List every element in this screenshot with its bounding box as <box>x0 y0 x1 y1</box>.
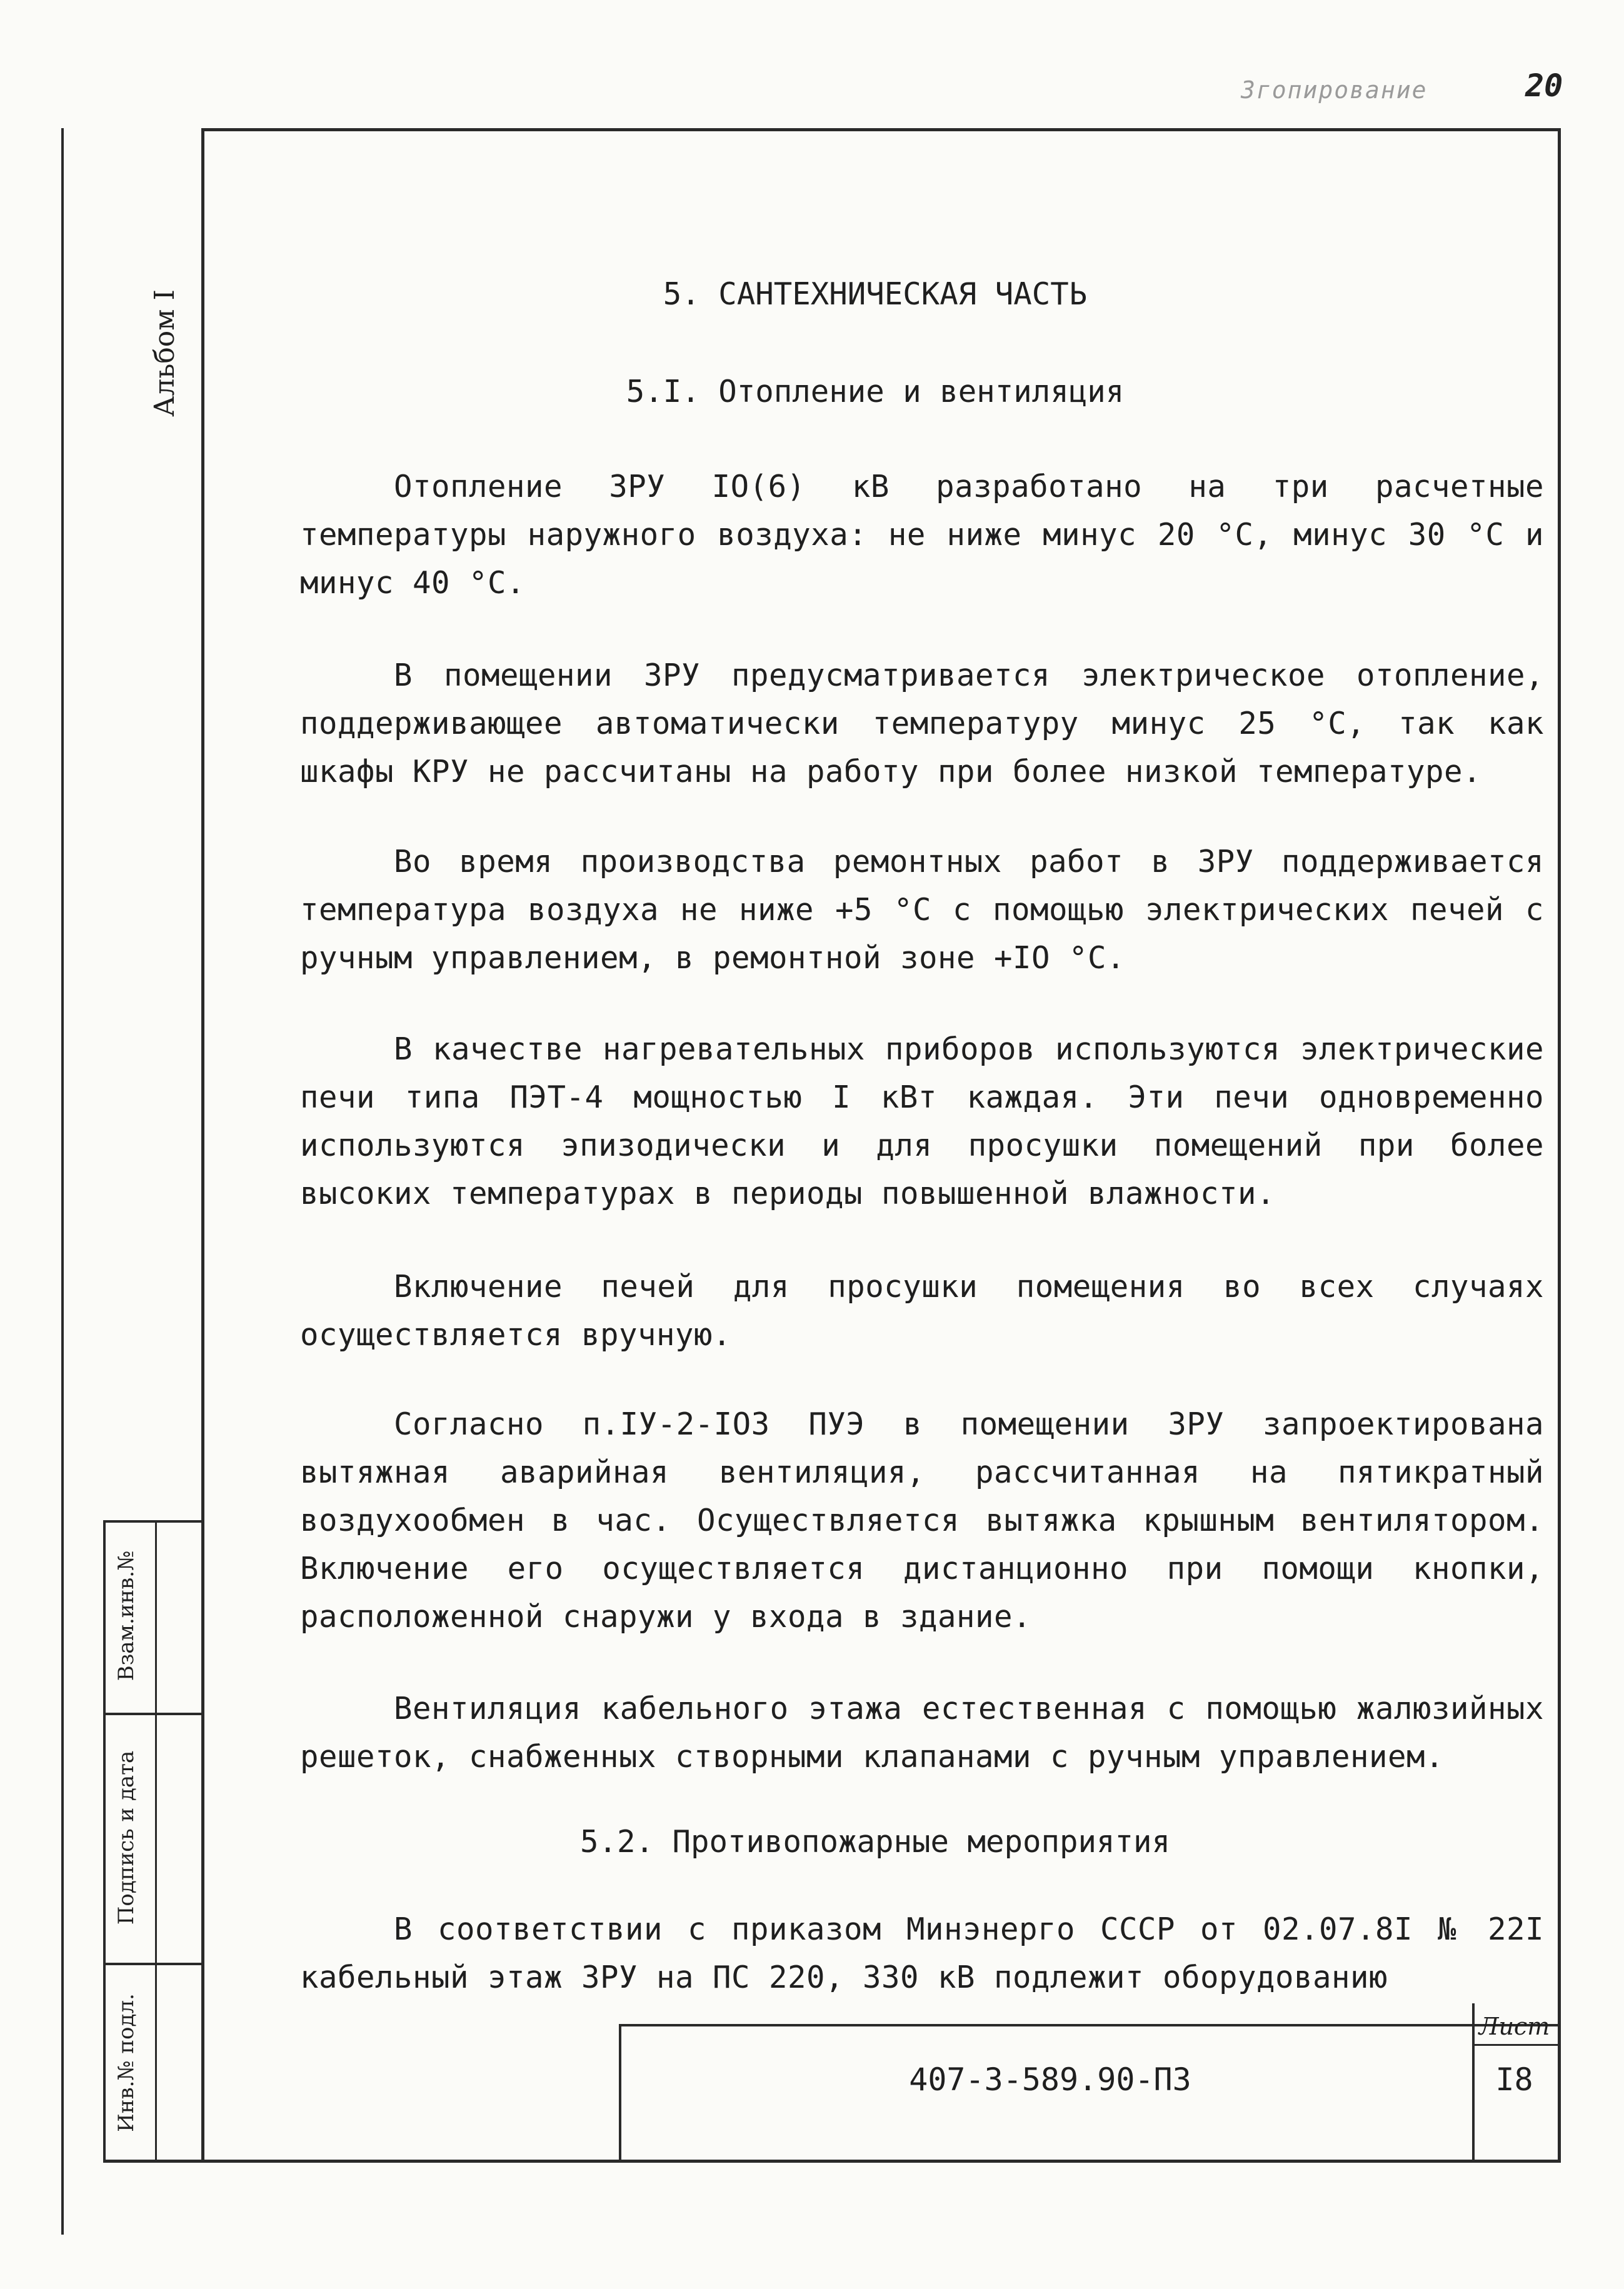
left-binding-line <box>61 128 64 2235</box>
subsection-title-fire: 5.2. Противопожарные мероприятия <box>579 1824 1170 1860</box>
document-code: 407-3-589.90-ПЗ <box>909 2061 1191 2098</box>
album-label: Альбом I <box>149 289 181 417</box>
paragraph-heating-design: Отопление ЗРУ IO(6) кВ разработано на три расчетные температуры наружного воздуха: не ниже минус 20 °С, минус 30 °С и минус 40 °С. <box>300 469 1544 601</box>
frame-top-border <box>201 128 1561 131</box>
frame-left-border <box>201 128 204 2163</box>
paragraph-repair-temperature: Во время производства ремонтных работ в ЗРУ поддерживается температура воздуха не ниже +5 °С с помощью электрических печей с ручным управлением, в ремонтной зоне +IO °С. <box>300 844 1544 976</box>
side-stamp-top-border <box>103 1520 203 1523</box>
frame-right-border <box>1558 128 1561 2163</box>
side-label-signature-date: Подпись и дата <box>114 1750 139 1925</box>
side-stamp-divider <box>155 1520 157 2163</box>
paragraph-cable-floor-ventilation: Вентиляция кабельного этажа естественная с помощью жалюзийных решеток, снабженных створными клапанами с ручным управлением. <box>300 1691 1544 1775</box>
sheet-label-divider <box>1472 2044 1561 2046</box>
top-stamp: Згопирование <box>1241 76 1428 104</box>
paragraph-electric-heating: В помещении ЗРУ предусматривается электрическое отопление, поддерживающее автоматически температуру минус 25 °С, так как шкафы КРУ не рассчитаны на работу при более низкой температуре. <box>300 658 1544 789</box>
top-page-number: 20 <box>1525 68 1563 104</box>
sheet-number: I8 <box>1495 2061 1533 2098</box>
side-label-replacement-inventory: Взам.инв.№ <box>114 1550 139 1681</box>
paragraph-emergency-ventilation: Согласно п.IУ-2-IO3 ПУЭ в помещении ЗРУ запроектирована вытяжная аварийная вентиляция, рассчитанная на пятикратный воздухообмен в час. Осуществляется вытяжка крышным вентилятором. Включение его осуществляется дистанционно при помощи кнопки, расположенной снаружи у входа в здание. <box>300 1406 1544 1635</box>
section-title: 5. САНТЕХНИЧЕСКАЯ ЧАСТЬ <box>663 276 1088 312</box>
paragraph-heaters: В качестве нагревательных приборов используются электрические печи типа ПЭТ-4 мощностью I кВт каждая. Эти печи одновременно используются эпизодически и для просушки помещений при более высоких температурах в периоды повышенной влажности. <box>300 1031 1544 1211</box>
frame-bottom-border <box>103 2160 1561 2163</box>
side-label-inventory-original: Инв.№ подл. <box>114 1993 139 2132</box>
side-stamp-row-line-2 <box>103 1963 203 1965</box>
sheet-label: Лист <box>1478 2013 1550 2040</box>
paragraph-drying-switch: Включение печей для просушки помещения во всех случаях осуществляется вручную. <box>300 1269 1544 1353</box>
subsection-title-heating: 5.I. Отопление и вентиляция <box>626 374 1125 409</box>
side-stamp-left-border <box>103 1520 106 2163</box>
side-stamp-row-line-1 <box>103 1713 203 1715</box>
paragraph-fire-order: В соответствии с приказом Минэнерго СССР от 02.07.8I № 22I кабельный этаж ЗРУ на ПС 220, 330 кВ подлежит оборудованию <box>300 1911 1544 1995</box>
title-block-top-border <box>619 2024 1561 2026</box>
